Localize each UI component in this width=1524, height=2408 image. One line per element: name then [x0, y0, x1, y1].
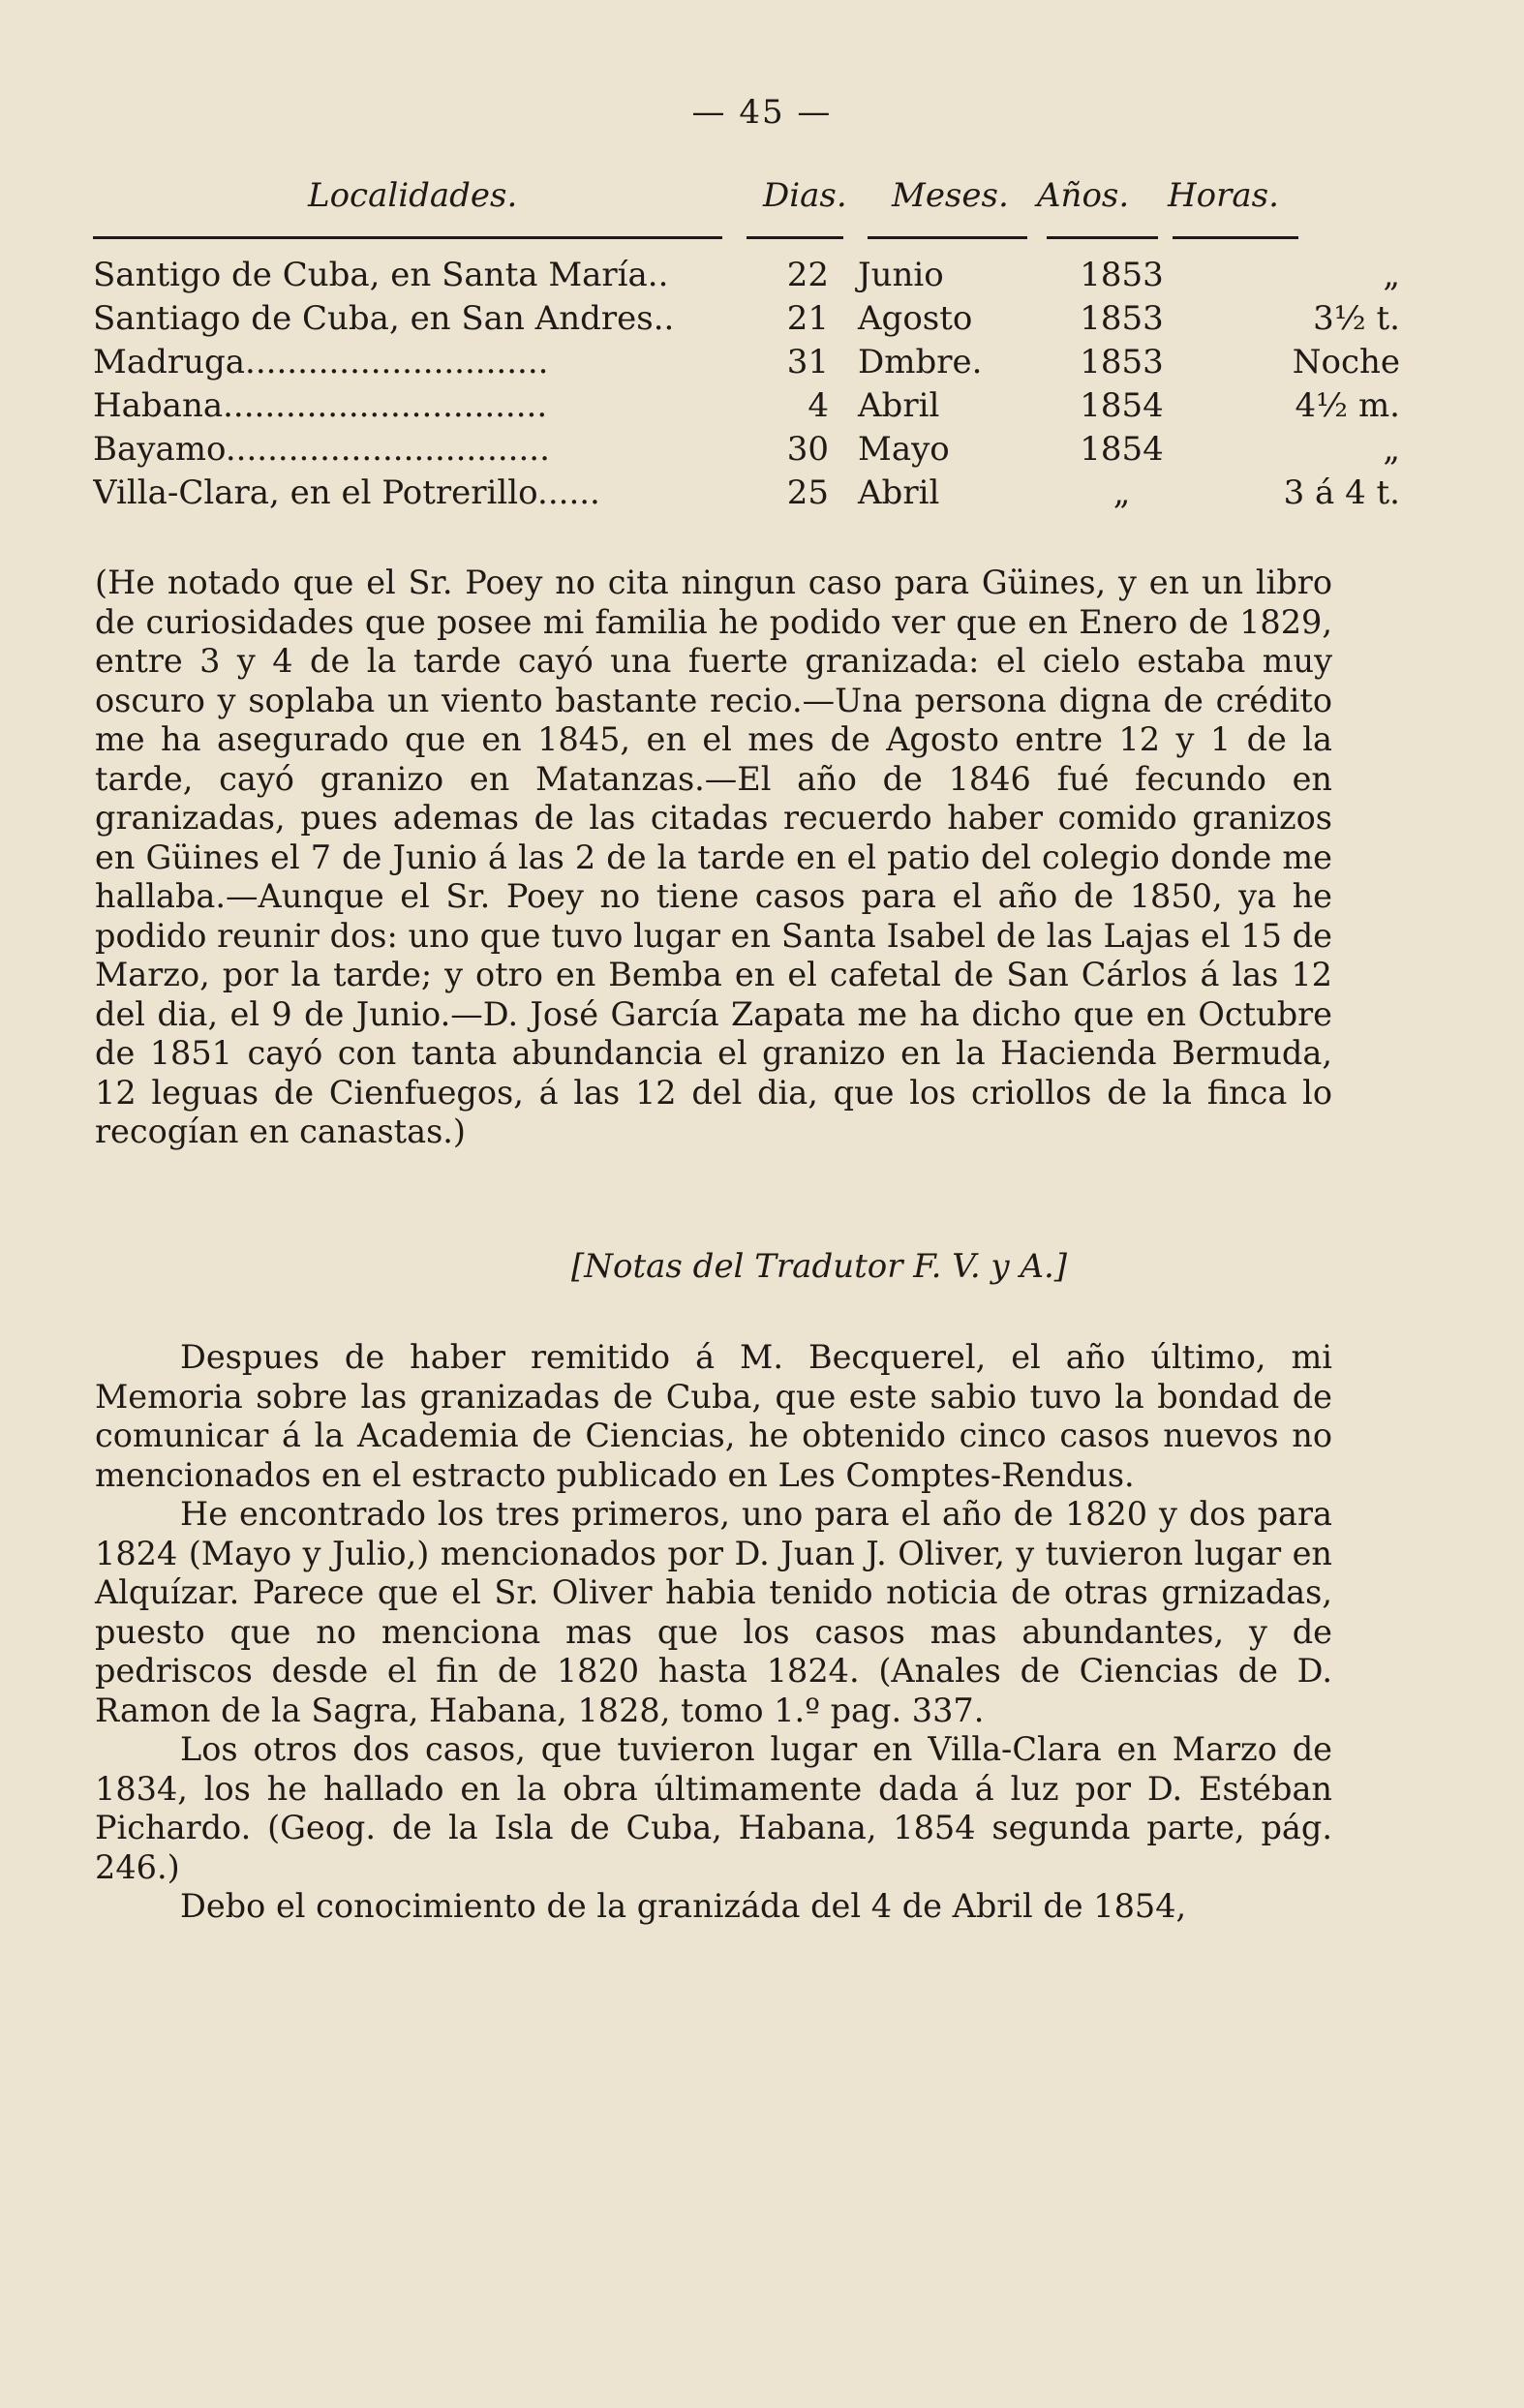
cell-localidad: Santigo de Cuba, en Santa María.. [93, 256, 669, 294]
cell-dias: 4 [808, 386, 829, 425]
cell-localidad: Habana............................... [93, 386, 548, 425]
cell-dias: 25 [786, 473, 829, 512]
cell-localidad: Bayamo............................... [93, 430, 550, 469]
note-paragraph: (He notado que el Sr. Poey no cita ningun caso para Güines, y en un libro de curiosidades que posee mi familia he podido ver que en Enero de 1829, entre 3 y 4 de la tarde cayó una fuerte granizada: el cielo estaba muy oscuro y soplaba un viento bastante recio.—Una persona digna de crédito me ha asegurado que en 1845, en el mes de Agosto entre 12 y 1 de la tarde, cayó granizo en Matanzas.—El año de 1846 fué fecundo en granizadas, pues ademas de las citadas recuerdo haber comido granizos en Güines el 7 de Junio á las 2 de la tarde en el patio del colegio donde me hallaba.—Aunque el Sr. Poey no tiene casos para el año de 1850, ya he podido reunir dos: uno que tuvo lugar en Santa Isabel de las Lajas el 15 de Marzo, por la tarde; y otro en Bemba en el cafetal de San Cárlos á las 12 del dia, el 9 de Junio.—D. José García Zapata me ha dicho que en Octubre de 1851 cayó con tanta abundancia el granizo en la Hacienda Bermuda, 12 leguas de Cienfuegos, á las 12 del dia, que los criollos de la finca lo recogían en canastas.) [95, 564, 1332, 1151]
rule-dias [747, 236, 843, 239]
translator-note [95, 564, 1332, 1152]
table-header [93, 176, 1332, 227]
table-row [93, 473, 1400, 517]
cell-mes: Junio [858, 256, 944, 294]
cell-hora: 3½ t. [1313, 299, 1400, 338]
rule-anos [1047, 236, 1158, 239]
cell-localidad: Santiago de Cuba, en San Andres.. [93, 299, 675, 338]
cell-mes: Mayo [858, 430, 950, 469]
body-paragraph: Los otros dos casos, que tuvieron lugar en Villa-Clara en Marzo de 1834, los he hallado en la obra últimamente dada á luz por D. Estéban Pichardo. (Geog. de la Isla de Cuba, Habana, 1854 segunda parte, pág. 246.) [95, 1730, 1332, 1886]
table-row [93, 430, 1400, 473]
note-signature: [Notas del Tradutor F. V. y A.] [571, 1247, 1068, 1286]
table-row [93, 256, 1400, 299]
rule-meses [868, 236, 1027, 239]
header-anos: Años. [1037, 176, 1130, 215]
header-rules [93, 227, 1332, 256]
cell-hora: „ [1383, 256, 1400, 294]
header-meses: Meses. [892, 176, 1009, 215]
cell-dias: 21 [786, 299, 829, 338]
cell-mes: Dmbre. [858, 343, 983, 381]
cell-ano: 1853 [1080, 299, 1164, 338]
hail-locations-table [93, 176, 1400, 517]
main-text [95, 1338, 1332, 1927]
cell-hora: 4½ m. [1295, 386, 1400, 425]
table-body [93, 256, 1400, 517]
cell-hora: Noche [1292, 343, 1400, 381]
cell-mes: Abril [858, 386, 940, 425]
body-paragraph: Debo el conocimiento de la granizáda del 4 de Abril de 1854, [180, 1887, 1187, 1926]
cell-ano: 1853 [1080, 256, 1164, 294]
cell-localidad: Villa-Clara, en el Potrerillo...... [93, 473, 600, 512]
table-row [93, 386, 1400, 430]
body-paragraph: He encontrado los tres primeros, uno para el año de 1820 y dos para 1824 (Mayo y Julio,) mencionados por D. Juan J. Oliver, y tuvieron lugar en Alquízar. Parece que el Sr. Oliver habia tenido noticia de otras grnizadas, puesto que no menciona mas que los casos mas abundantes, y de pedriscos desde el fin de 1820 hasta 1824. (Anales de Ciencias de D. Ramon de la Sagra, Habana, 1828, tomo 1.º pag. 337. [95, 1495, 1332, 1729]
cell-ano: „ [1113, 473, 1131, 512]
header-horas: Horas. [1168, 176, 1279, 215]
cell-mes: Agosto [858, 299, 973, 338]
cell-ano: 1854 [1080, 386, 1164, 425]
cell-mes: Abril [858, 473, 940, 512]
header-localidades: Localidades. [308, 176, 518, 215]
cell-hora: 3 á 4 t. [1283, 473, 1400, 512]
table-row [93, 343, 1400, 386]
cell-localidad: Madruga............................. [93, 343, 549, 381]
rule-localidades [93, 236, 722, 239]
cell-hora: „ [1383, 430, 1400, 469]
rule-horas [1173, 236, 1298, 239]
page-number: — 45 — [691, 93, 833, 132]
cell-ano: 1854 [1080, 430, 1164, 469]
header-dias: Dias. [763, 176, 847, 215]
cell-dias: 30 [786, 430, 829, 469]
body-paragraph: Despues de haber remitido á M. Becquerel, el año último, mi Memoria sobre las granizadas de Cuba, que este sabio tuvo la bondad de comunicar á la Academia de Ciencias, he obtenido cinco casos nuevos no mencionados en el estracto publicado en Les Comptes-Rendus. [95, 1338, 1332, 1494]
cell-ano: 1853 [1080, 343, 1164, 381]
table-row [93, 299, 1400, 343]
cell-dias: 22 [786, 256, 829, 294]
cell-dias: 31 [786, 343, 829, 381]
